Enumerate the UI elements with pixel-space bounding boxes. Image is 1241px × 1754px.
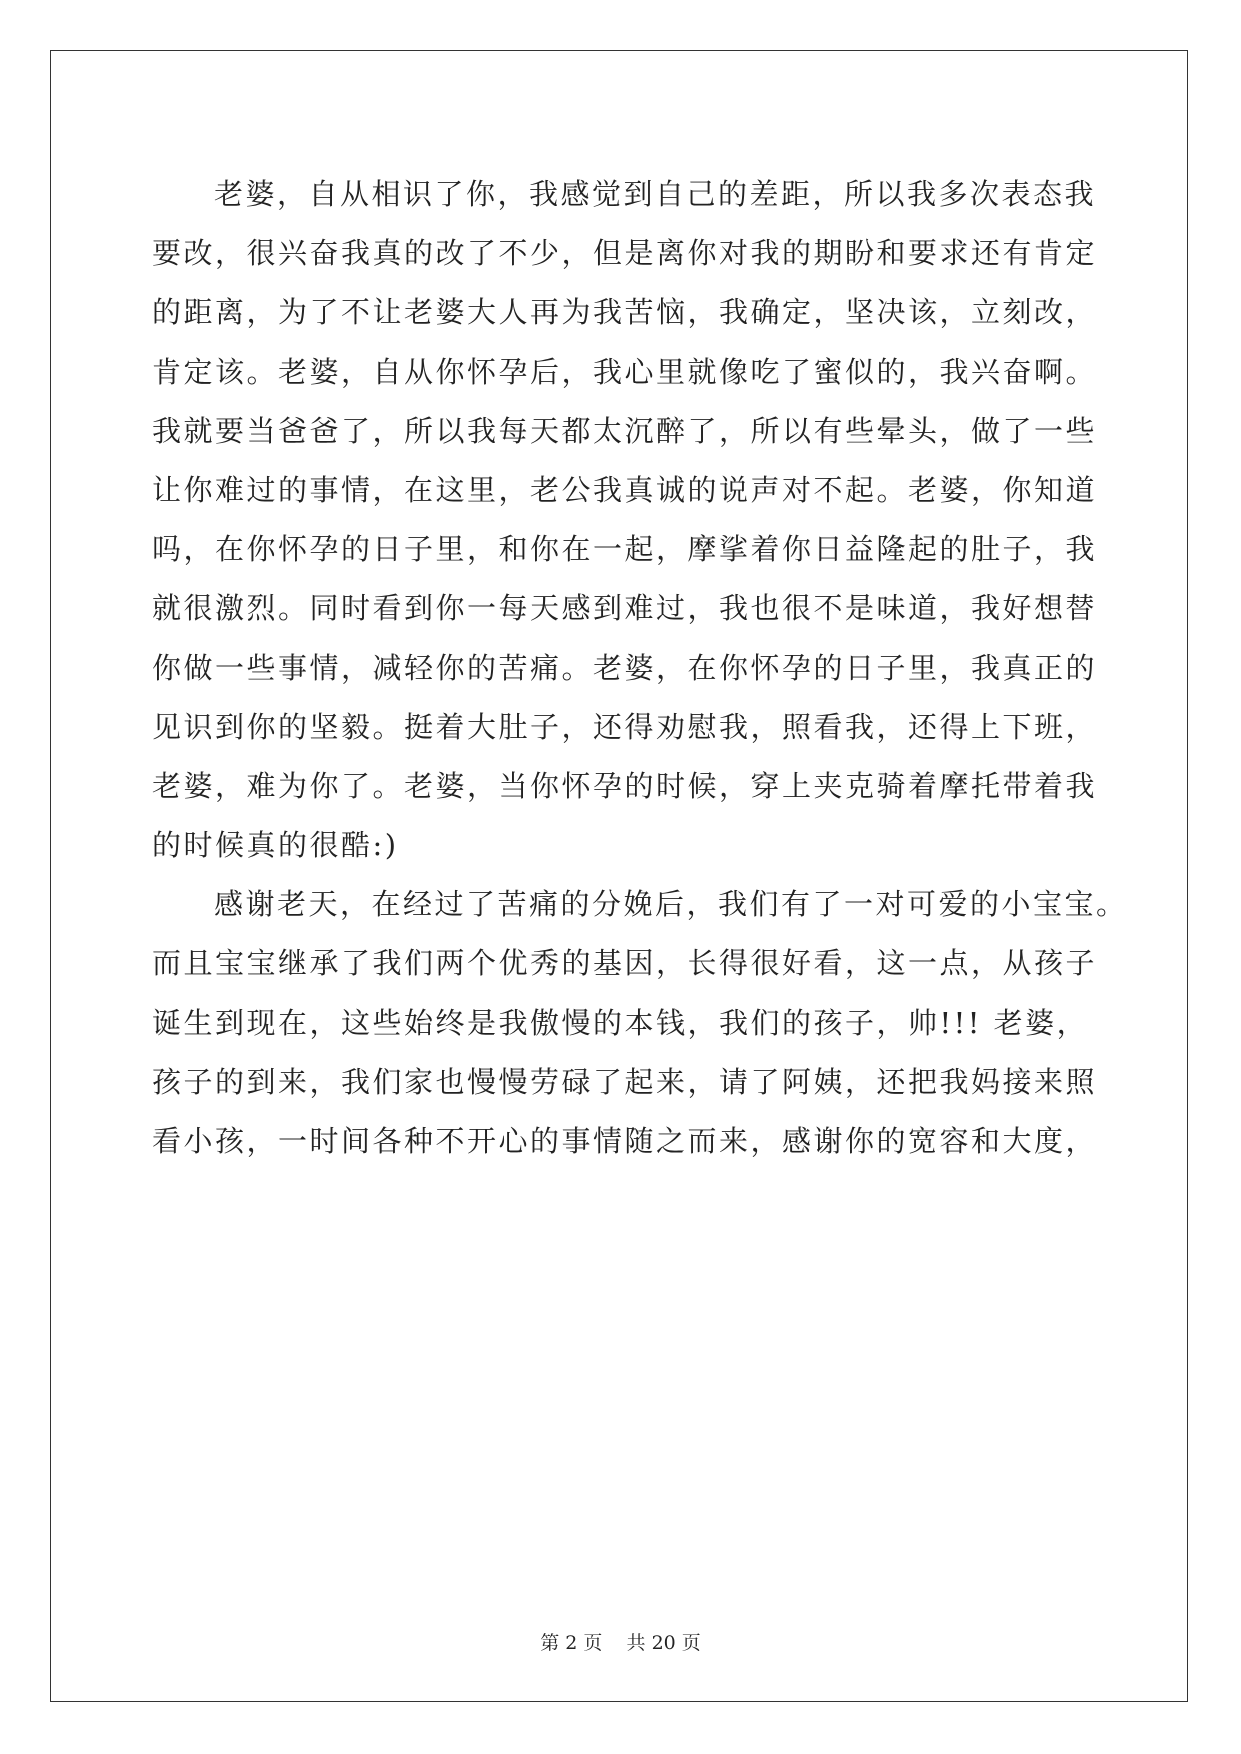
text-line: 看小孩，一时间各种不开心的事情随之而来，感谢你的宽容和大度， — [152, 1124, 1098, 1158]
paragraph-1 — [152, 165, 1132, 875]
text-line: 感谢老天，在经过了苦痛的分娩后，我们有了一对可爱的小宝宝。 — [214, 887, 1128, 922]
text-line: 见识到你的坚毅。挺着大肚子，还得劝慰我，照看我，还得上下班， — [152, 709, 1098, 744]
text-line: 老婆，难为你了。老婆，当你怀孕的时候，穿上夹克骑着摩托带着我 — [152, 768, 1098, 803]
text-line: 我就要当爸爸了，所以我每天都太沉醉了，所以有些晕头，做了一些 — [152, 413, 1098, 448]
text-line: 让你难过的事情，在这里，老公我真诚的说声对不起。老婆，你知道 — [152, 472, 1098, 507]
page-footer — [0, 1628, 1241, 1655]
paragraph-2 — [152, 875, 1132, 1171]
text-line: 吗，在你怀孕的日子里，和你在一起，摩挲着你日益隆起的肚子，我 — [152, 532, 1098, 567]
text-line: 肯定该。老婆，自从你怀孕后，我心里就像吃了蜜似的，我兴奋啊。 — [152, 354, 1098, 389]
text-line: 诞生到现在，这些始终是我傲慢的本钱，我们的孩子，帅!!! 老婆， — [152, 1005, 1089, 1040]
text-line: 就很激烈。同时看到你一每天感到难过，我也很不是味道，我好想替 — [152, 591, 1098, 626]
text-line: 老婆，自从相识了你，我感觉到自己的差距，所以我多次表态我 — [214, 177, 1097, 211]
text-line: 的时候真的很酷:) — [152, 828, 399, 863]
page-number-label: 第 2 页 共 20 页 — [540, 1632, 701, 1654]
text-line: 你做一些事情，减轻你的苦痛。老婆，在你怀孕的日子里，我真正的 — [152, 650, 1098, 685]
text-line: 而且宝宝继承了我们两个优秀的基因，长得很好看，这一点，从孩子 — [152, 946, 1098, 981]
text-line: 的距离，为了不让老婆大人再为我苦恼，我确定，坚决该，立刻改， — [152, 295, 1098, 330]
text-line: 要改，很兴奋我真的改了不少，但是离你对我的期盼和要求还有肯定 — [152, 236, 1098, 271]
document-body — [152, 165, 1132, 1171]
text-line: 孩子的到来，我们家也慢慢劳碌了起来，请了阿姨，还把我妈接来照 — [152, 1064, 1098, 1099]
